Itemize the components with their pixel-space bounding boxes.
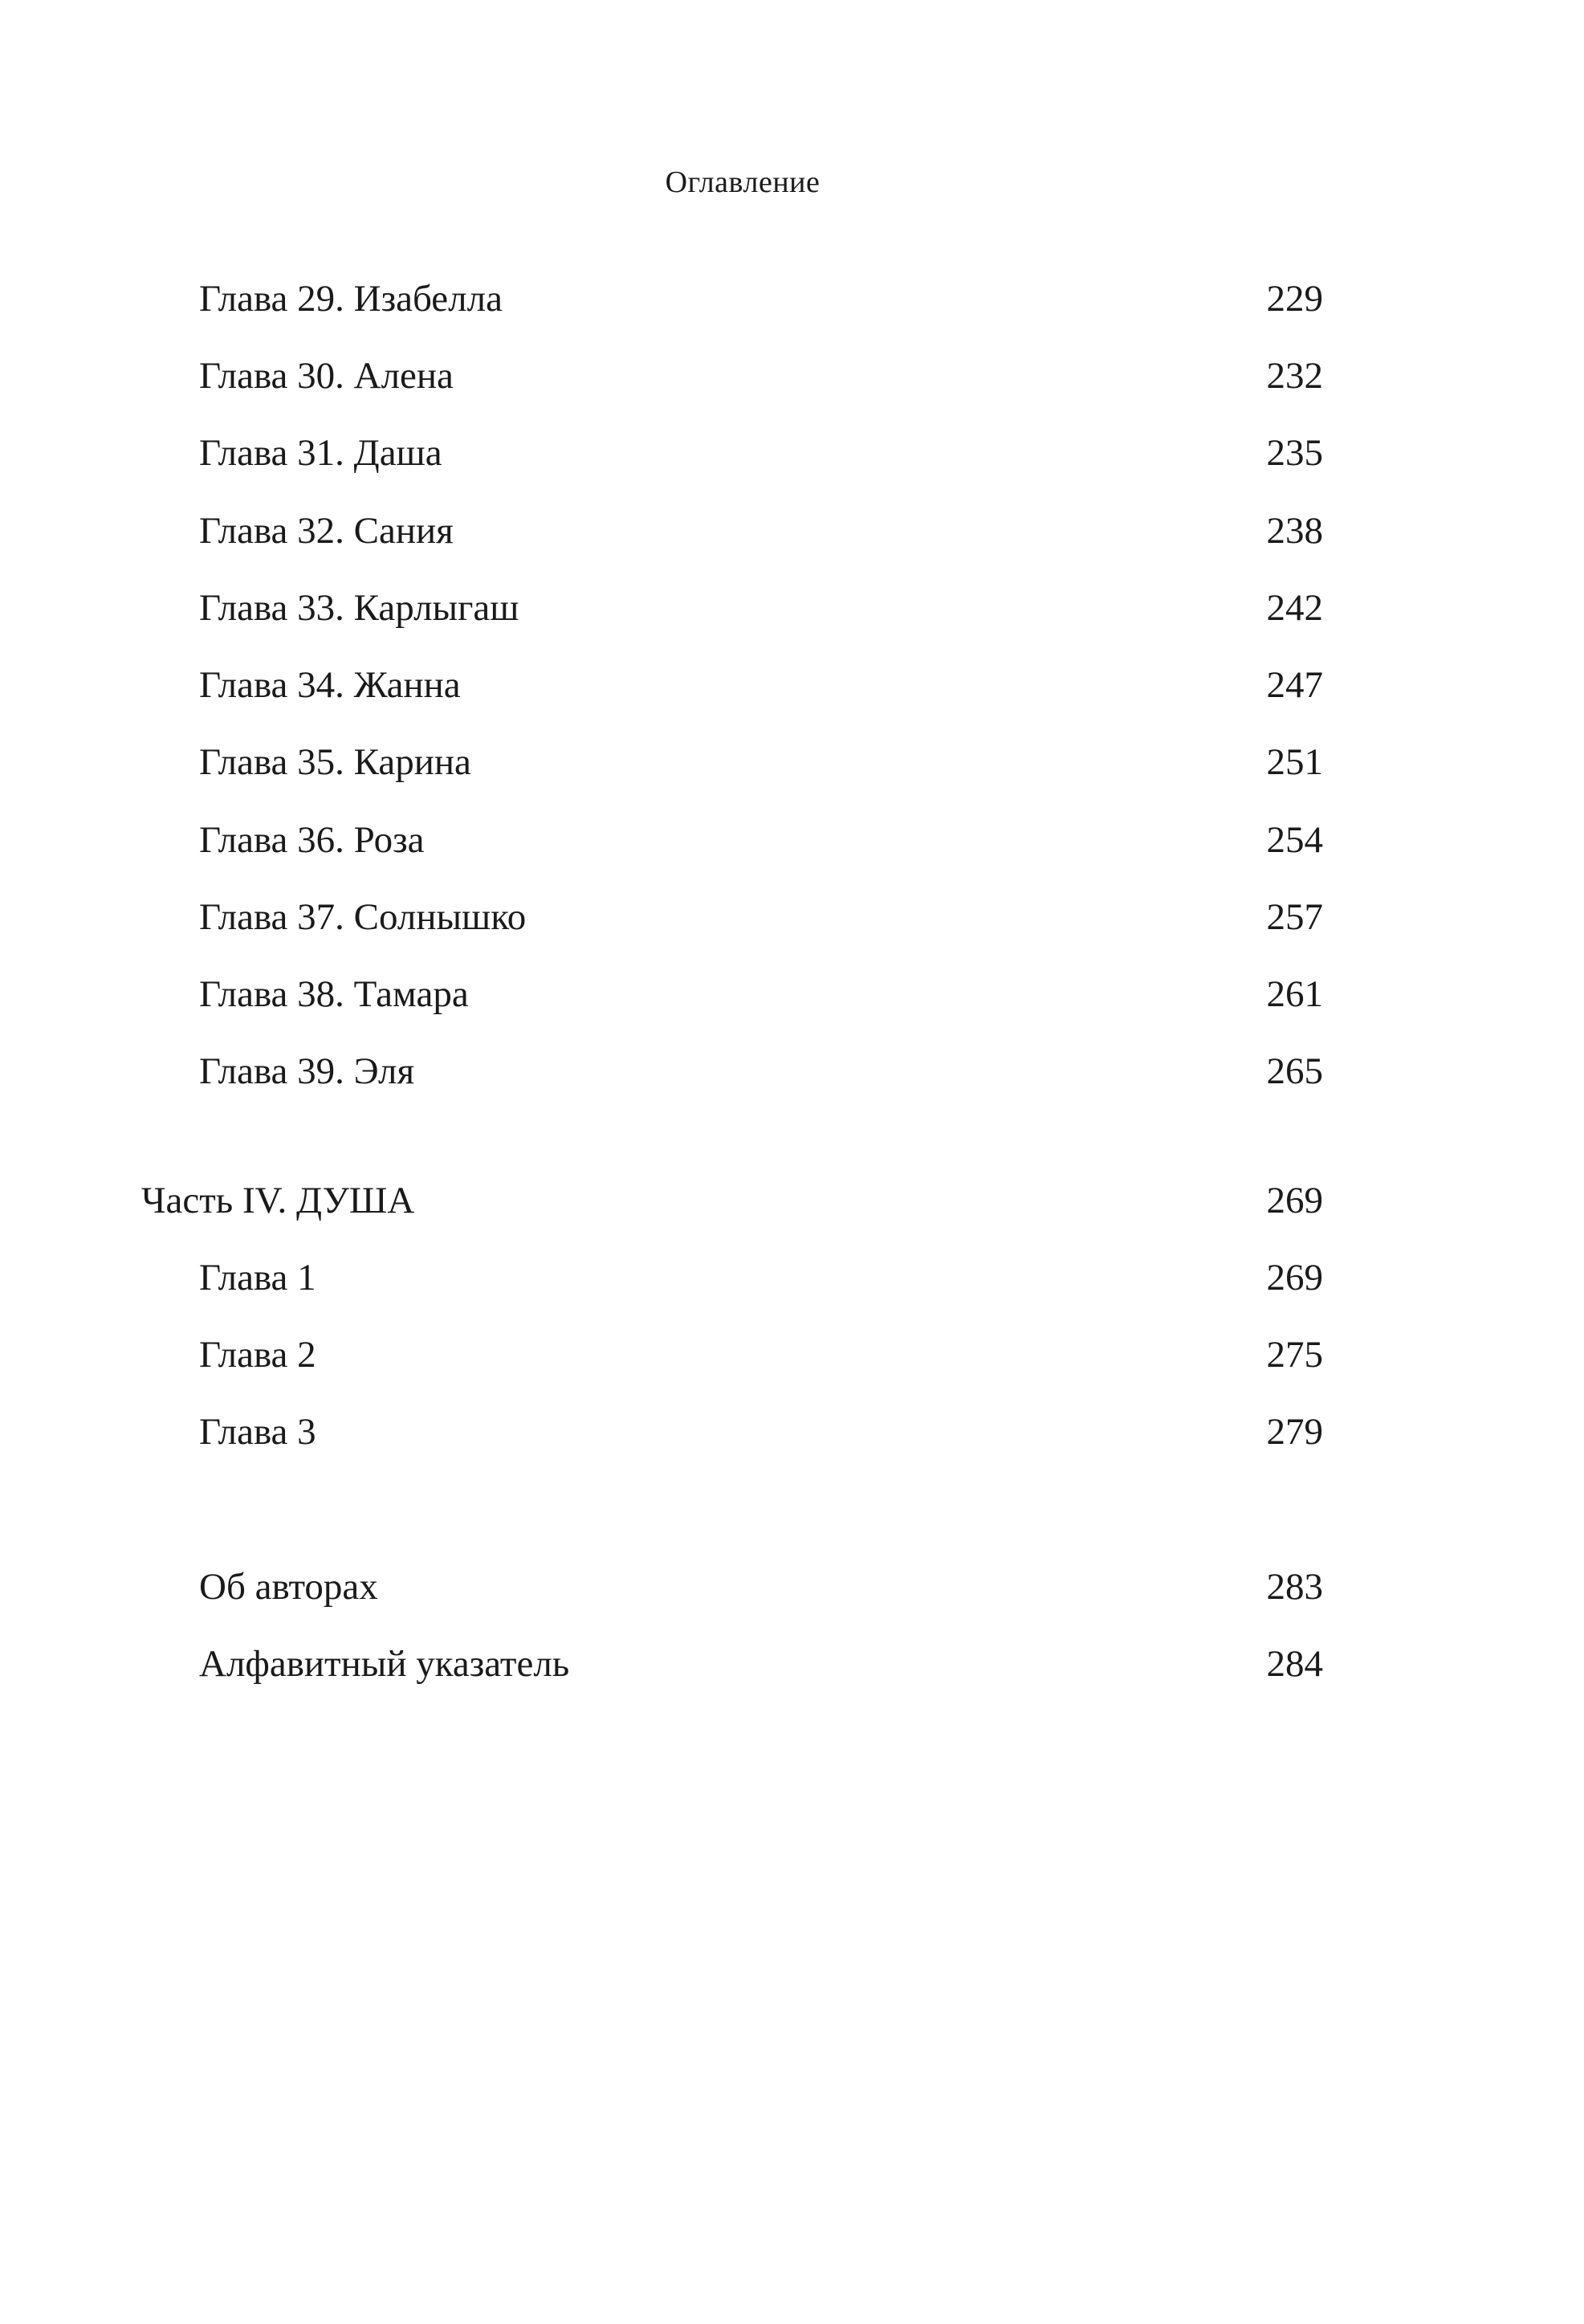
toc-entry-title: Глава 31. Даша (199, 432, 442, 474)
toc-page-number: 275 (1266, 1334, 1323, 1376)
toc-entry (199, 893, 1323, 941)
toc-page-number: 251 (1266, 741, 1323, 783)
toc-page-number: 284 (1266, 1643, 1323, 1685)
toc-entry-title: Глава 30. Алена (199, 355, 454, 397)
toc-page-number: 283 (1266, 1566, 1323, 1608)
toc-entry-title: Глава 34. Жанна (199, 664, 461, 706)
toc-entry-title: Глава 33. Карлыгаш (199, 587, 519, 629)
toc-entry (199, 1640, 1323, 1688)
toc-entry-title: Глава 32. Сания (199, 510, 454, 552)
toc-entry-title: Глава 1 (199, 1257, 316, 1299)
toc-entry (199, 275, 1323, 323)
toc-page-number: 269 (1266, 1180, 1323, 1221)
toc-entry (199, 1331, 1323, 1379)
toc-part-entry (141, 1176, 1323, 1225)
toc-entry (199, 1047, 1323, 1095)
toc-entry (199, 661, 1323, 709)
toc-page-number: 242 (1266, 587, 1323, 629)
toc-entry-title: Часть IV. ДУША (141, 1180, 415, 1221)
toc-entry-title: Глава 38. Тамара (199, 973, 469, 1015)
toc-entry (199, 507, 1323, 555)
toc-entry-title: Об авторах (199, 1566, 378, 1608)
toc-page-number: 257 (1266, 896, 1323, 938)
toc-entry-title: Глава 35. Карина (199, 741, 471, 783)
toc-entry-title: Глава 36. Роза (199, 819, 425, 861)
toc-entry (199, 429, 1323, 477)
toc-page-number: 269 (1266, 1257, 1323, 1299)
toc-entry (199, 1254, 1323, 1302)
toc-entry (199, 1563, 1323, 1611)
toc-entry (199, 970, 1323, 1018)
toc-entry-title: Глава 39. Эля (199, 1050, 415, 1092)
toc-entry-title: Глава 29. Изабелла (199, 278, 503, 320)
toc-page-number: 238 (1266, 510, 1323, 552)
toc-page-number: 247 (1266, 664, 1323, 706)
toc-page-number: 279 (1266, 1411, 1323, 1453)
toc-entry-title: Глава 37. Солнышко (199, 896, 527, 938)
toc-entry-title: Алфавитный указатель (199, 1643, 570, 1685)
toc-entry (199, 816, 1323, 864)
toc-entry (199, 738, 1323, 786)
running-head: Оглавление (665, 165, 821, 199)
toc-page-number: 232 (1266, 355, 1323, 397)
toc-entry (199, 352, 1323, 400)
toc-entry-title: Глава 3 (199, 1411, 316, 1453)
toc-entry (199, 584, 1323, 632)
toc-entry (199, 1408, 1323, 1456)
toc-page-number: 265 (1266, 1050, 1323, 1092)
toc-entry-title: Глава 2 (199, 1334, 316, 1376)
toc-page-number: 254 (1266, 819, 1323, 861)
toc-page-number: 261 (1266, 973, 1323, 1015)
toc-page-number: 235 (1266, 432, 1323, 474)
toc-page-number: 229 (1266, 278, 1323, 320)
